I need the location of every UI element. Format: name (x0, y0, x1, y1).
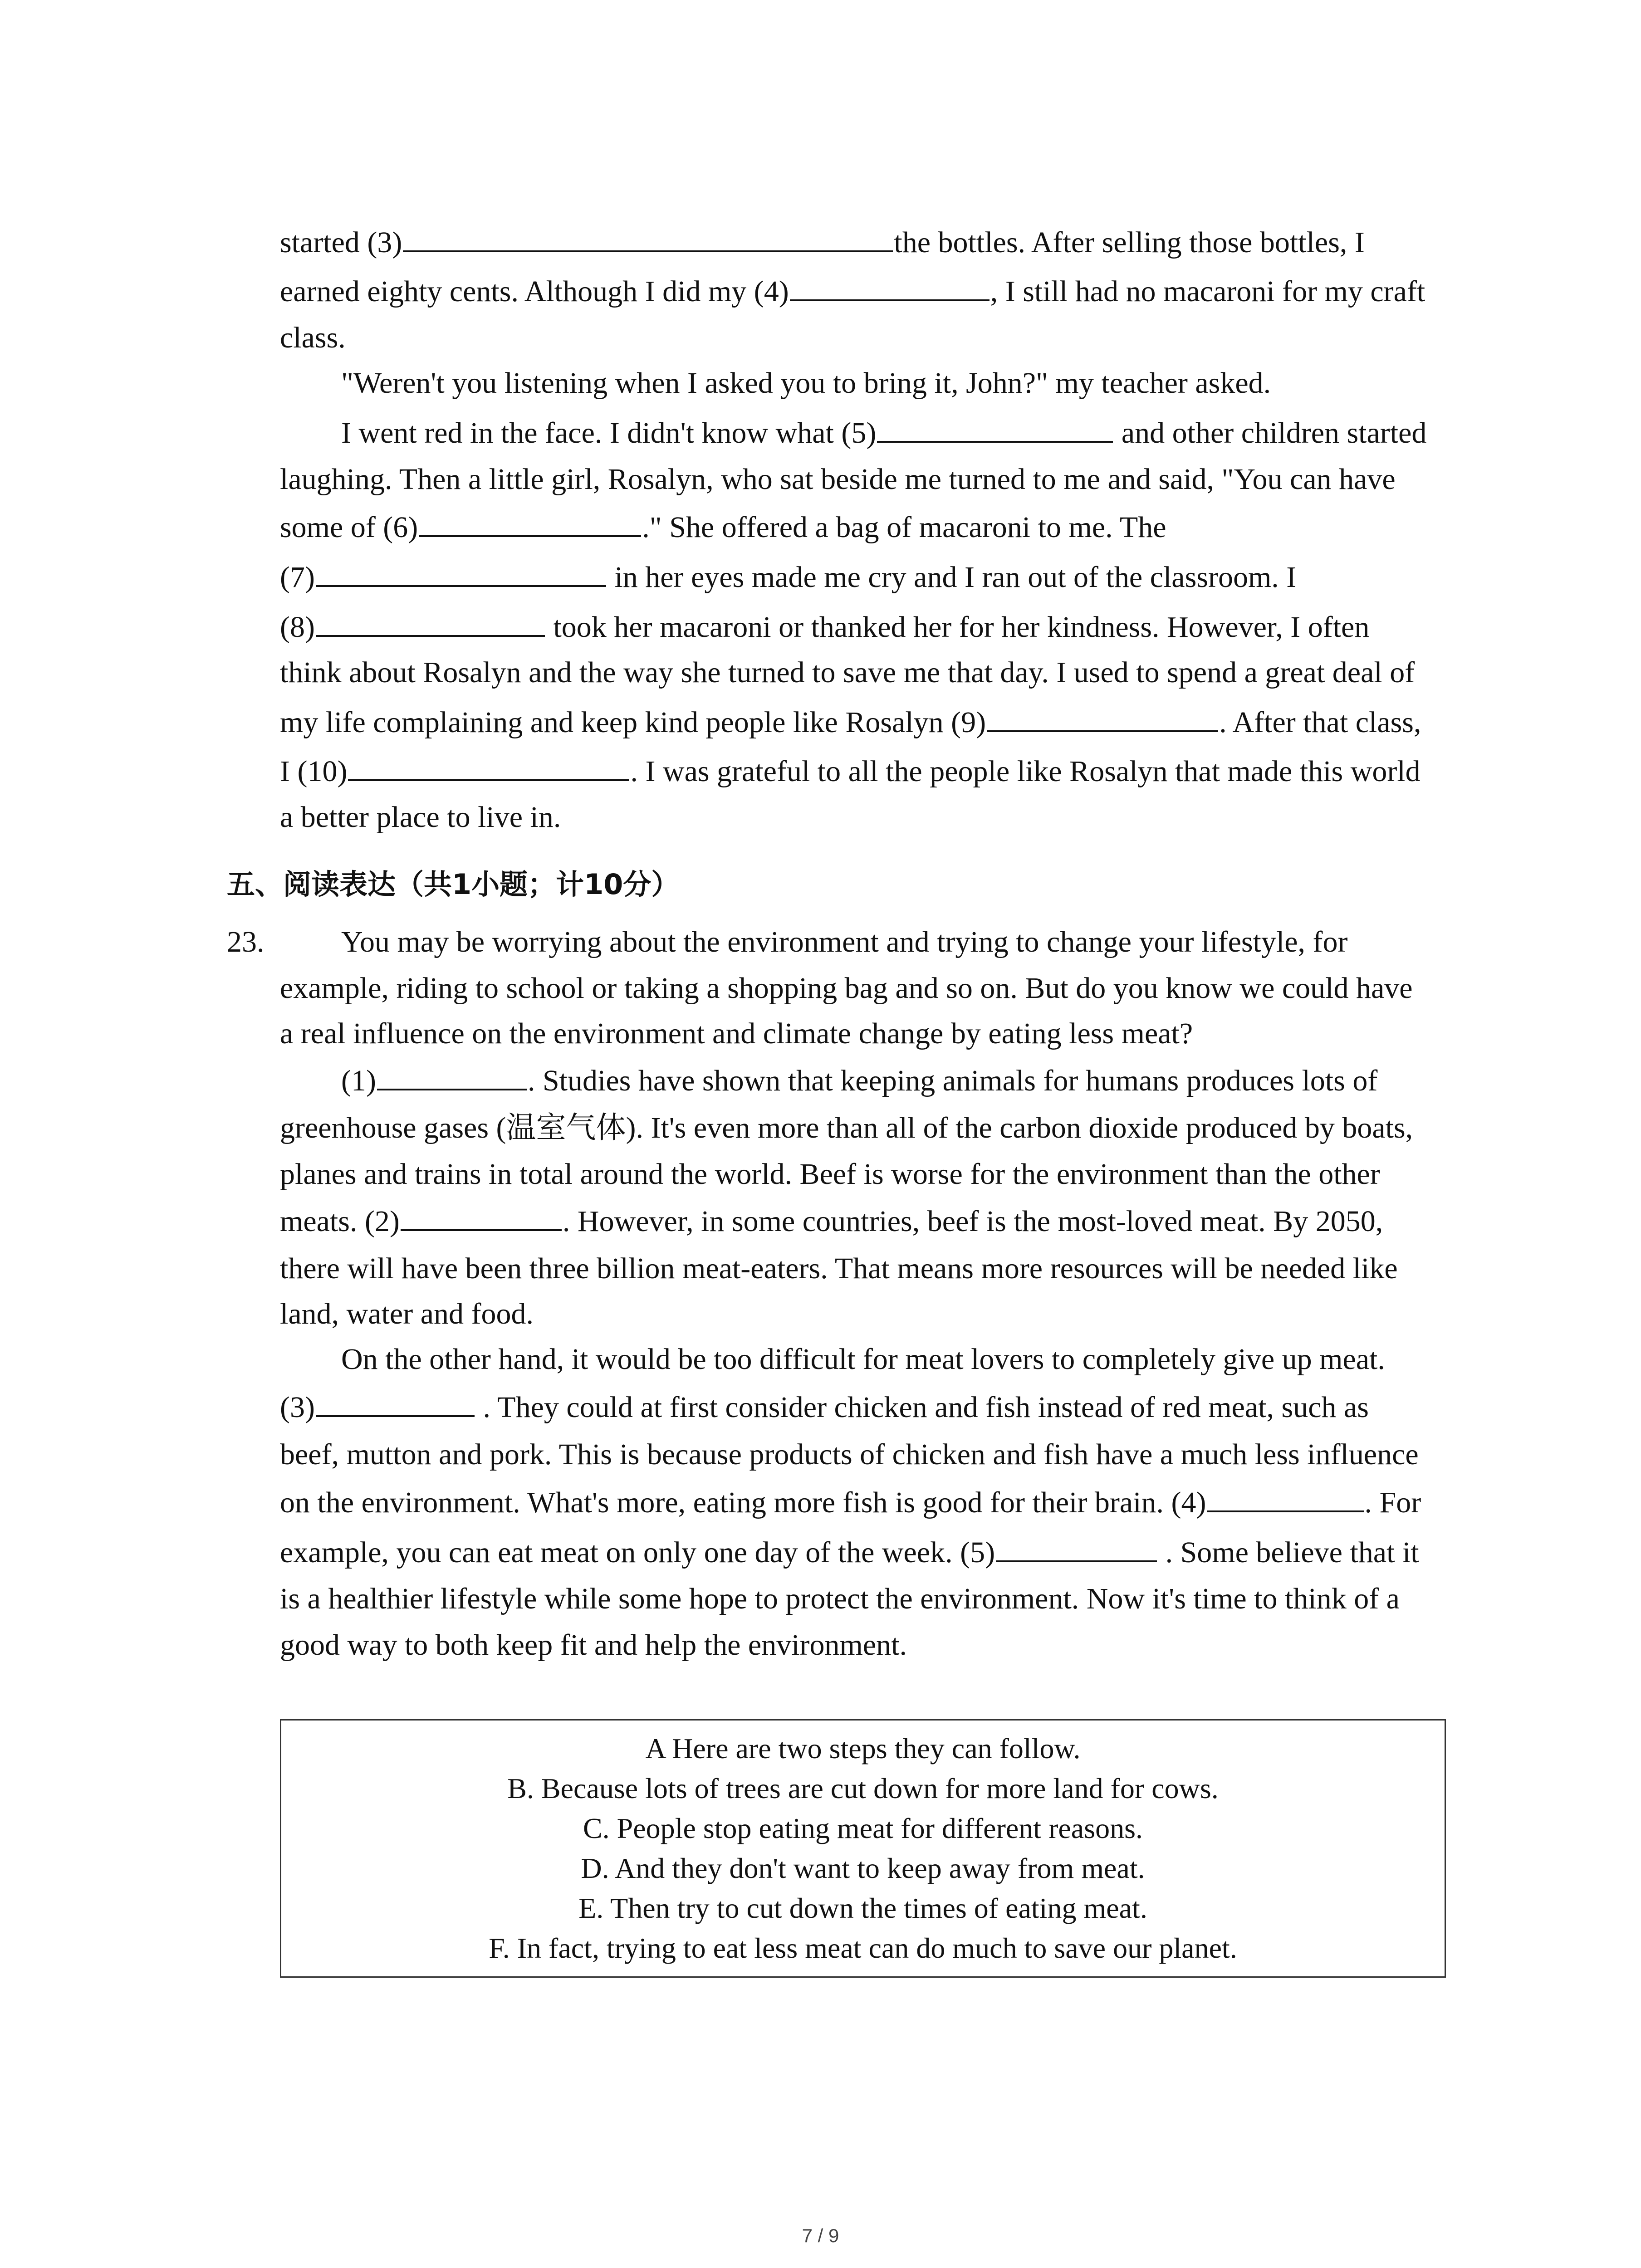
question-line (280, 1482, 1421, 1523)
answer-blank-3[interactable] (403, 222, 893, 252)
passage-line (280, 222, 1365, 263)
answer-blank-q1[interactable] (377, 1061, 527, 1090)
passage-line (341, 413, 1426, 454)
option-a: A Here are two steps they can follow. (645, 1732, 1081, 1765)
question-line: greenhouse gases (温室气体). It's even more than all of the carbon dioxide produced by boats, (280, 1111, 1413, 1144)
text: . For (1364, 1486, 1421, 1519)
passage-line (280, 751, 1421, 792)
option-f: F. In fact, trying to eat less meat can do much to save our planet. (489, 1932, 1237, 1964)
text: . Some believe that it (1158, 1536, 1419, 1569)
question-line: a real influence on the environment and climate change by eating less meat? (280, 1017, 1193, 1050)
passage-line: laughing. Then a little girl, Rosalyn, who sat beside me turned to me and said, "You can have (280, 463, 1396, 496)
option-d: D. And they don't want to keep away from meat. (581, 1852, 1145, 1884)
text: started (3) (280, 226, 402, 259)
question-line: You may be worrying about the environment and trying to change your lifestyle, for (341, 925, 1348, 958)
question-line (280, 1201, 1383, 1242)
question-line (280, 1387, 1369, 1428)
answer-blank-10[interactable] (348, 751, 629, 781)
question-line: there will have been three billion meat-eaters. That means more resources will be needed like (280, 1252, 1398, 1285)
text: (3) (280, 1391, 315, 1424)
passage-line (280, 271, 1425, 312)
text: . After that class, (1219, 706, 1421, 739)
question-line (341, 1061, 1377, 1101)
answer-blank-9[interactable] (987, 702, 1218, 732)
text: , I still had no macaroni for my craft (990, 275, 1425, 308)
passage-line (280, 702, 1421, 743)
text: . However, in some countries, beef is the most-loved meat. By 2050, (562, 1205, 1383, 1238)
passage-line: class. (280, 321, 346, 354)
answer-blank-q3[interactable] (316, 1387, 475, 1417)
question-line: On the other hand, it would be too difficult for meat lovers to completely give up meat. (341, 1343, 1385, 1376)
passage-line (280, 557, 1296, 598)
question-line: land, water and food. (280, 1297, 534, 1330)
answer-blank-7[interactable] (316, 557, 606, 587)
answer-blank-6[interactable] (419, 507, 641, 537)
text: my life complaining and keep kind people like Rosalyn (9) (280, 706, 986, 739)
question-line: is a healthier lifestyle while some hope to protect the environment. Now it's time to think of a (280, 1582, 1400, 1615)
options-box (280, 1719, 1446, 1978)
text: I went red in the face. I didn't know what (5) (341, 416, 877, 450)
passage-line (280, 607, 1369, 648)
text: . They could at first consider chicken and fish instead of red meat, such as (475, 1391, 1369, 1424)
text: I (10) (280, 755, 348, 788)
passage-line (280, 507, 1166, 548)
section-heading: 五、阅读表达（共1小题；计10分） (227, 868, 680, 901)
answer-blank-4[interactable] (790, 271, 989, 301)
option-c: C. People stop eating meat for different reasons. (583, 1812, 1143, 1844)
passage-line: "Weren't you listening when I asked you to bring it, John?" my teacher asked. (341, 367, 1271, 400)
option-b: B. Because lots of trees are cut down for more land for cows. (507, 1772, 1219, 1804)
text: meats. (2) (280, 1205, 400, 1238)
option-e: E. Then try to cut down the times of eating meat. (578, 1892, 1147, 1924)
question-line (280, 1532, 1419, 1573)
question-line: planes and trains in total around the world. Beef is worse for the environment than the other (280, 1158, 1380, 1191)
passage-line: think about Rosalyn and the way she turned to save me that day. I used to spend a great deal of (280, 656, 1415, 689)
question-number: 23. (227, 925, 265, 958)
question-line: beef, mutton and pork. This is because products of chicken and fish have a much less influence (280, 1438, 1419, 1471)
answer-blank-q2[interactable] (401, 1201, 562, 1231)
text: example, you can eat meat on only one day of the week. (5) (280, 1536, 995, 1569)
text: some of (6) (280, 511, 418, 544)
question-line: good way to both keep fit and help the environment. (280, 1628, 907, 1662)
text: (8) (280, 611, 315, 644)
answer-blank-5[interactable] (877, 413, 1113, 443)
answer-blank-8[interactable] (316, 607, 545, 637)
text: (1) (341, 1064, 376, 1097)
answer-blank-q5[interactable] (996, 1532, 1157, 1562)
text: took her macaroni or thanked her for her kindness. However, I often (545, 611, 1370, 644)
page-number: 7 / 9 (802, 2225, 839, 2246)
passage-line: a better place to live in. (280, 801, 561, 834)
text: on the environment. What's more, eating more fish is good for their brain. (4) (280, 1486, 1206, 1519)
text: (7) (280, 561, 315, 594)
text: . Studies have shown that keeping animals for humans produces lots of (527, 1064, 1378, 1097)
answer-blank-q4[interactable] (1207, 1482, 1364, 1512)
text: ." She offered a bag of macaroni to me. The (642, 511, 1166, 544)
text: the bottles. After selling those bottles, I (894, 226, 1365, 259)
text: in her eyes made me cry and I ran out of the classroom. I (607, 561, 1297, 594)
text: . I was grateful to all the people like Rosalyn that made this world (630, 755, 1421, 788)
text: and other children started (1114, 416, 1427, 450)
text: earned eighty cents. Although I did my (4) (280, 275, 789, 308)
question-line: example, riding to school or taking a shopping bag and so on. But do you know we could have (280, 972, 1413, 1005)
